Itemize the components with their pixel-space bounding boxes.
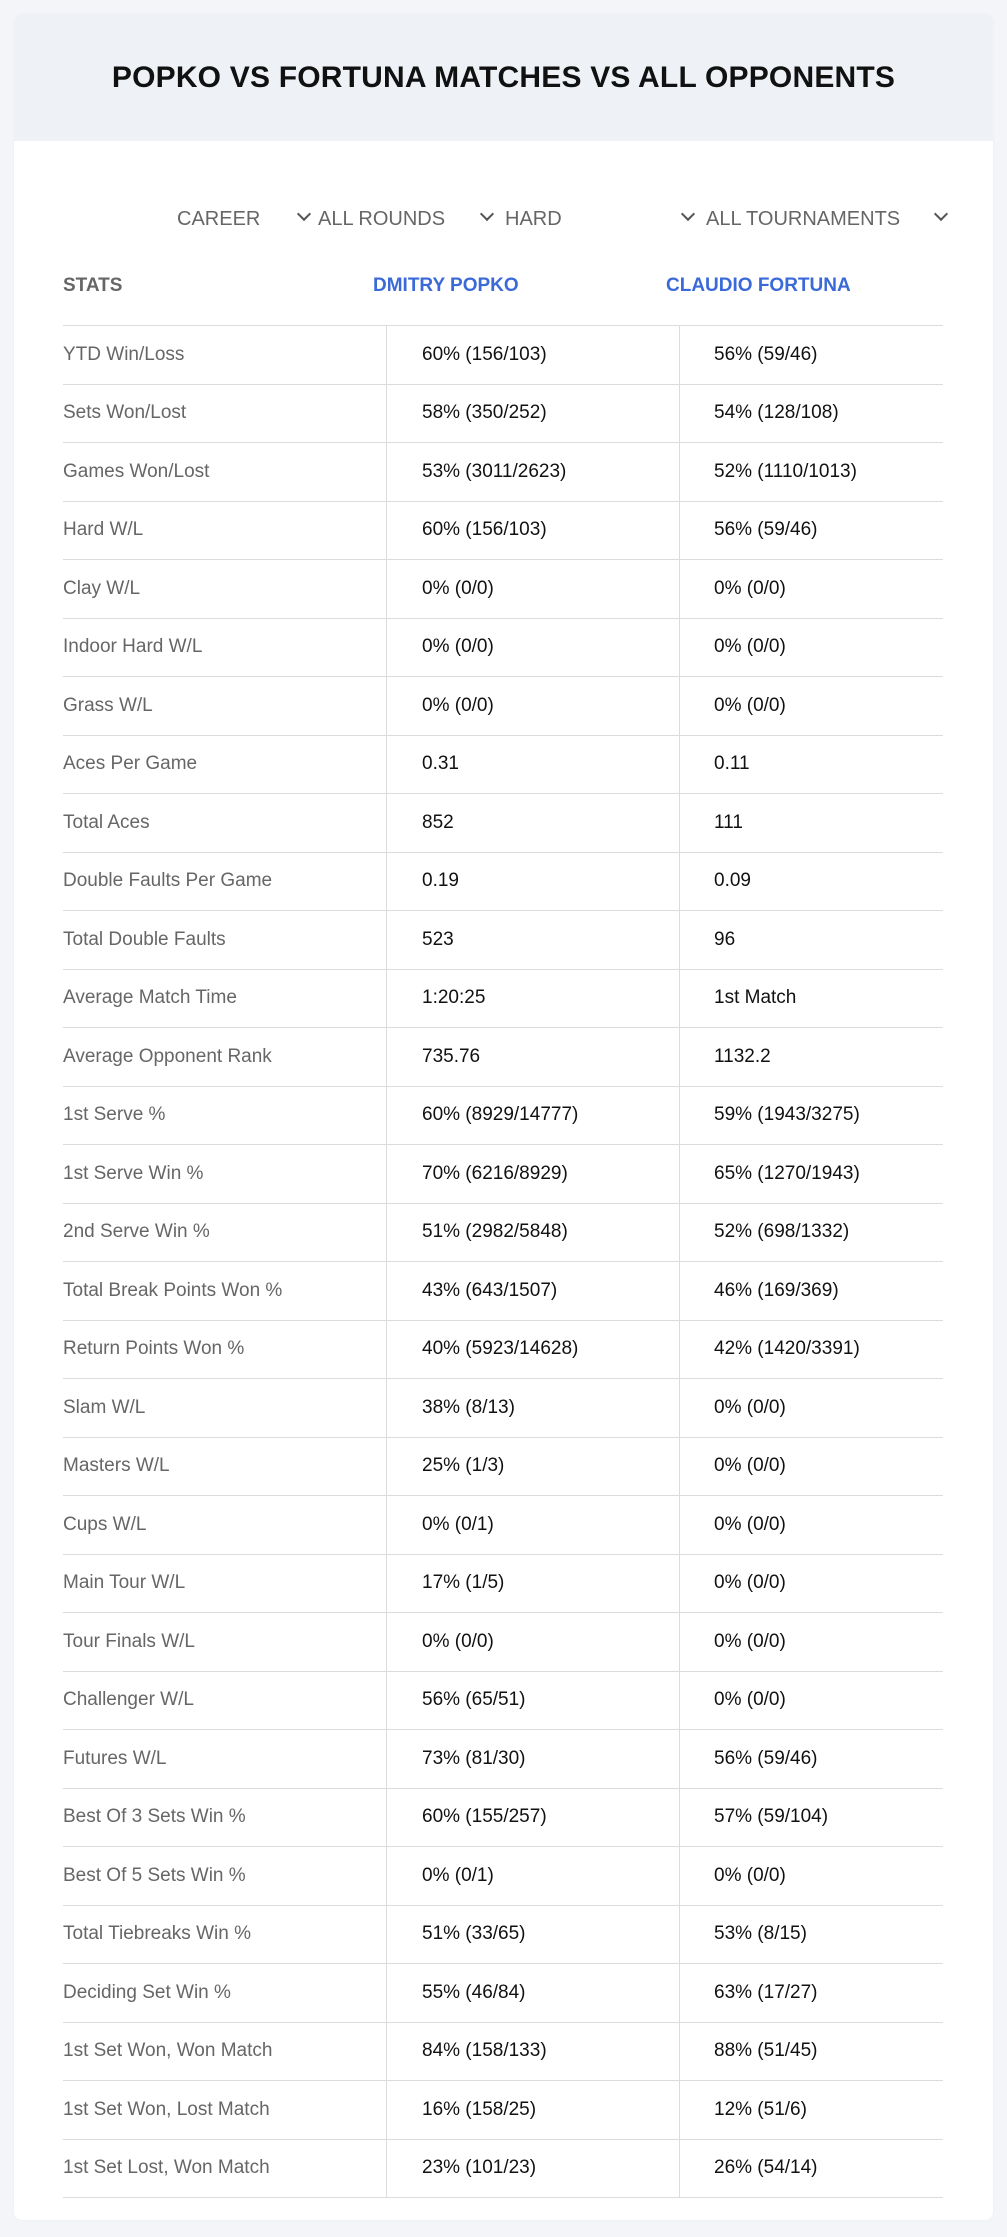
table-row — [63, 677, 943, 736]
player2-value: 56% (59/46) — [714, 343, 818, 365]
player1-column-header[interactable]: DMITRY POPKO — [373, 275, 519, 296]
player2-value: 0% (0/0) — [714, 1513, 786, 1535]
table-header — [63, 246, 943, 326]
career-filter-label: CAREER — [177, 207, 261, 230]
player1-value: 38% (8/13) — [422, 1396, 515, 1418]
player1-value: 852 — [422, 811, 454, 833]
table-row — [63, 1496, 943, 1555]
stat-name: 1st Serve Win % — [63, 1162, 204, 1184]
page-title: POPKO VS FORTUNA MATCHES VS ALL OPPONENTS — [111, 60, 896, 94]
table-row — [63, 1438, 943, 1497]
player2-value: 53% (8/15) — [714, 1923, 807, 1945]
stat-name: Indoor Hard W/L — [63, 636, 203, 658]
surface-filter-select[interactable] — [505, 192, 701, 246]
player2-value: 0% (0/0) — [714, 577, 786, 599]
rounds-filter-select[interactable] — [318, 192, 500, 246]
column-divider — [679, 326, 680, 2198]
table-row — [63, 1262, 943, 1321]
stat-name: Return Points Won % — [63, 1338, 245, 1360]
player2-value: 1132.2 — [714, 1045, 771, 1067]
stat-name: 1st Serve % — [63, 1104, 166, 1126]
stat-name: Average Opponent Rank — [63, 1045, 272, 1067]
table-body — [63, 326, 943, 2198]
player1-value: 60% (156/103) — [422, 519, 547, 541]
stat-name: 1st Set Won, Lost Match — [63, 2098, 270, 2120]
player1-value: 40% (5923/14628) — [422, 1338, 579, 1360]
player1-value: 523 — [422, 928, 454, 950]
player2-value: 65% (1270/1943) — [714, 1162, 860, 1184]
tournaments-filter-label: ALL TOURNAMENTS — [706, 207, 901, 230]
player1-value: 56% (65/51) — [422, 1689, 526, 1711]
stat-name: Double Faults Per Game — [63, 870, 273, 892]
table-row — [63, 1789, 943, 1848]
table-row — [63, 1613, 943, 1672]
table-row — [63, 1379, 943, 1438]
table-row — [63, 560, 943, 619]
player2-value: 0% (0/0) — [714, 1689, 786, 1711]
player2-value: 0% (0/0) — [714, 1455, 786, 1477]
player2-value: 12% (51/6) — [714, 2098, 807, 2120]
chevron-down-icon — [681, 207, 695, 221]
player1-value: 0% (0/1) — [422, 1864, 494, 1886]
player1-value: 60% (155/257) — [422, 1806, 547, 1828]
stat-name: Total Break Points Won % — [63, 1279, 283, 1301]
stat-name: Masters W/L — [63, 1455, 170, 1477]
chevron-down-icon — [480, 207, 494, 221]
stat-name: Sets Won/Lost — [63, 402, 187, 424]
table-row — [63, 2140, 943, 2199]
player1-value: 17% (1/5) — [422, 1572, 505, 1594]
stat-name: Main Tour W/L — [63, 1572, 186, 1594]
chevron-down-icon — [934, 207, 948, 221]
player1-value: 53% (3011/2623) — [422, 460, 567, 482]
table-row — [63, 794, 943, 853]
player2-value: 54% (128/108) — [714, 402, 839, 424]
player2-value: 52% (1110/1013) — [714, 460, 857, 482]
player1-value: 0% (0/0) — [422, 1630, 494, 1652]
player1-value: 25% (1/3) — [422, 1455, 505, 1477]
player2-value: 63% (17/27) — [714, 1981, 818, 2003]
player2-value: 42% (1420/3391) — [714, 1338, 860, 1360]
stat-name: Games Won/Lost — [63, 460, 210, 482]
stat-name: Cups W/L — [63, 1513, 147, 1535]
player2-value: 88% (51/45) — [714, 2040, 818, 2062]
player1-value: 16% (158/25) — [422, 2098, 537, 2120]
stat-name: Grass W/L — [63, 694, 153, 716]
stat-name: 1st Set Won, Won Match — [63, 2040, 273, 2062]
table-row — [63, 1321, 943, 1380]
stats-column-header: STATS — [63, 275, 123, 296]
stat-name: Average Match Time — [63, 987, 237, 1009]
stat-name: Aces Per Game — [63, 753, 198, 775]
player1-value: 0% (0/0) — [422, 577, 494, 599]
table-row — [63, 970, 943, 1029]
player2-value: 56% (59/46) — [714, 519, 818, 541]
player2-value: 0% (0/0) — [714, 636, 786, 658]
player2-column-header[interactable]: CLAUDIO FORTUNA — [666, 275, 851, 296]
table-row — [63, 443, 943, 502]
table-row — [63, 326, 943, 385]
table-row — [63, 736, 943, 795]
player2-value: 26% (54/14) — [714, 2157, 818, 2179]
filter-bar — [14, 192, 993, 246]
table-row — [63, 911, 943, 970]
player1-value: 0% (0/0) — [422, 694, 494, 716]
player1-value: 0% (0/1) — [422, 1513, 494, 1535]
table-row — [63, 1730, 943, 1789]
table-row — [63, 1087, 943, 1146]
stat-name: YTD Win/Loss — [63, 343, 185, 365]
player1-value: 84% (158/133) — [422, 2040, 547, 2062]
player2-value: 0% (0/0) — [714, 694, 786, 716]
stats-card — [14, 14, 993, 2220]
player1-value: 0% (0/0) — [422, 636, 494, 658]
table-row — [63, 1964, 943, 2023]
player1-value: 73% (81/30) — [422, 1747, 526, 1769]
player1-value: 70% (6216/8929) — [422, 1162, 568, 1184]
player1-value: 55% (46/84) — [422, 1981, 526, 2003]
stat-name: Tour Finals W/L — [63, 1630, 195, 1652]
player1-value: 60% (156/103) — [422, 343, 547, 365]
stats-table — [63, 246, 943, 2198]
player1-value: 58% (350/252) — [422, 402, 547, 424]
stat-name: Challenger W/L — [63, 1689, 194, 1711]
stat-name: Best Of 5 Sets Win % — [63, 1864, 246, 1886]
table-row — [63, 2023, 943, 2082]
player2-value: 0.11 — [714, 753, 750, 775]
player2-value: 46% (169/369) — [714, 1279, 839, 1301]
stat-name: Clay W/L — [63, 577, 141, 599]
chevron-down-icon — [297, 207, 311, 221]
player2-value: 1st Match — [714, 987, 797, 1009]
player2-value: 0.09 — [714, 870, 751, 892]
table-row — [63, 1028, 943, 1087]
player1-value: 51% (33/65) — [422, 1923, 526, 1945]
table-row — [63, 619, 943, 678]
stat-name: Deciding Set Win % — [63, 1981, 231, 2003]
player2-value: 0% (0/0) — [714, 1864, 786, 1886]
page-header — [14, 14, 993, 141]
stat-name: Total Aces — [63, 811, 150, 833]
table-row — [63, 502, 943, 561]
table-row — [63, 1847, 943, 1906]
player1-value: 23% (101/23) — [422, 2157, 537, 2179]
player1-value: 43% (643/1507) — [422, 1279, 558, 1301]
player2-value: 0% (0/0) — [714, 1572, 786, 1594]
stat-name: 2nd Serve Win % — [63, 1221, 210, 1243]
player2-value: 96 — [714, 928, 736, 950]
player2-value: 0% (0/0) — [714, 1630, 786, 1652]
stat-name: Total Double Faults — [63, 928, 226, 950]
player1-value: 1:20:25 — [422, 987, 486, 1009]
player1-value: 0.31 — [422, 753, 459, 775]
stat-name: 1st Set Lost, Won Match — [63, 2157, 270, 2179]
stat-name: Total Tiebreaks Win % — [63, 1923, 251, 1945]
stat-name: Hard W/L — [63, 519, 144, 541]
stat-name: Futures W/L — [63, 1747, 167, 1769]
table-row — [63, 1906, 943, 1965]
stat-name: Slam W/L — [63, 1396, 146, 1418]
column-divider — [386, 326, 387, 2198]
table-row — [63, 1145, 943, 1204]
table-row — [63, 853, 943, 912]
player1-value: 0.19 — [422, 870, 459, 892]
table-row — [63, 385, 943, 444]
player2-value: 111 — [714, 811, 743, 833]
player1-value: 735.76 — [422, 1045, 481, 1067]
player2-value: 59% (1943/3275) — [714, 1104, 860, 1126]
surface-filter-label: HARD — [505, 207, 562, 230]
player1-value: 60% (8929/14777) — [422, 1104, 579, 1126]
rounds-filter-label: ALL ROUNDS — [318, 207, 446, 230]
player2-value: 56% (59/46) — [714, 1747, 818, 1769]
player2-value: 57% (59/104) — [714, 1806, 829, 1828]
career-filter-select[interactable] — [177, 192, 313, 246]
table-row — [63, 1672, 943, 1731]
tournaments-filter-select[interactable] — [706, 192, 954, 246]
player1-value: 51% (2982/5848) — [422, 1221, 568, 1243]
table-row — [63, 2081, 943, 2140]
player2-value: 52% (698/1332) — [714, 1221, 850, 1243]
table-row — [63, 1555, 943, 1614]
table-row — [63, 1204, 943, 1263]
stat-name: Best Of 3 Sets Win % — [63, 1806, 246, 1828]
player2-value: 0% (0/0) — [714, 1396, 786, 1418]
